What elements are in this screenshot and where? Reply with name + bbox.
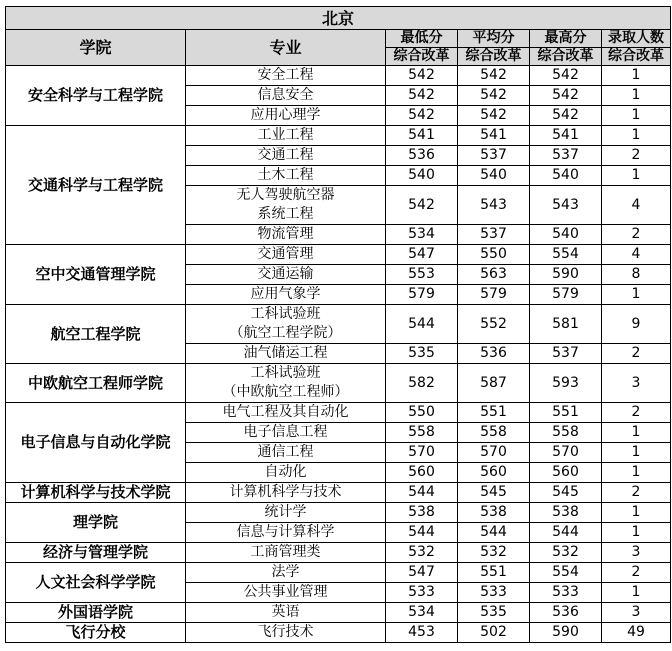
major-cell: 信息与计算科学 [186,523,386,543]
avg-score-cell: 538 [458,503,530,523]
enrolled-count-cell: 1 [602,166,671,186]
college-cell: 外国语学院 [6,603,186,623]
max-score-cell: 545 [530,483,602,503]
major-cell: 公共事业管理 [186,583,386,603]
min-score-cell: 547 [386,245,458,265]
major-cell: 工商管理类 [186,543,386,563]
enrolled-count-cell: 2 [602,344,671,364]
major-cell: 交通管理 [186,245,386,265]
enrolled-count-cell: 1 [602,583,671,603]
admission-score-table [5,6,671,643]
max-score-cell: 540 [530,225,602,245]
enrolled-count-cell: 1 [602,126,671,146]
major-cell: 工业工程 [186,126,386,146]
header-max-score: 最高分 [530,30,602,48]
college-cell: 理学院 [6,503,186,543]
major-cell: 电子信息工程 [186,423,386,443]
avg-score-cell: 551 [458,403,530,423]
min-score-cell: 544 [386,305,458,344]
major-cell [186,186,386,225]
min-score-cell: 570 [386,443,458,463]
min-score-cell: 544 [386,483,458,503]
min-score-cell: 538 [386,503,458,523]
college-cell: 空中交通管理学院 [6,245,186,305]
min-score-cell: 542 [386,86,458,106]
table-row [6,563,671,583]
avg-score-cell: 537 [458,225,530,245]
major-cell: 安全工程 [186,66,386,86]
enrolled-count-cell: 1 [602,86,671,106]
table-row [6,623,671,643]
avg-score-cell: 558 [458,423,530,443]
enrolled-count-cell: 1 [602,463,671,483]
enrolled-count-cell: 1 [602,66,671,86]
avg-score-cell: 563 [458,265,530,285]
min-score-cell: 544 [386,523,458,543]
major-line-2: 系统工程 [257,206,314,222]
major-cell: 计算机科学与技术 [186,483,386,503]
avg-score-cell: 543 [458,186,530,225]
college-cell: 交通科学与工程学院 [6,126,186,245]
min-score-cell: 542 [386,186,458,225]
avg-score-cell: 535 [458,603,530,623]
college-cell: 中欧航空工程师学院 [6,364,186,403]
table-row [6,364,671,403]
enrolled-count-cell: 1 [602,523,671,543]
major-cell: 法学 [186,563,386,583]
major-cell: 英语 [186,603,386,623]
max-score-cell: 533 [530,583,602,603]
avg-score-cell: 551 [458,563,530,583]
college-cell: 计算机科学与技术学院 [6,483,186,503]
table-row [6,483,671,503]
college-cell: 人文社会科学学院 [6,563,186,603]
min-score-cell: 536 [386,146,458,166]
min-score-cell: 579 [386,285,458,305]
enrolled-count-cell: 1 [602,503,671,523]
min-score-cell: 550 [386,403,458,423]
avg-score-cell: 537 [458,146,530,166]
max-score-cell: 579 [530,285,602,305]
major-cell: 物流管理 [186,225,386,245]
header-major: 专业 [186,30,386,66]
college-cell: 安全科学与工程学院 [6,66,186,126]
enrolled-count-cell: 4 [602,245,671,265]
avg-score-cell: 579 [458,285,530,305]
min-score-cell: 558 [386,423,458,443]
enrolled-count-cell: 1 [602,443,671,463]
major-cell: 统计学 [186,503,386,523]
table-row [6,403,671,423]
avg-score-cell: 544 [458,523,530,543]
enrolled-count-cell: 2 [602,225,671,245]
major-cell: 交通运输 [186,265,386,285]
major-line-1: 工科试验班 [250,365,321,381]
max-score-cell: 543 [530,186,602,225]
college-cell: 航空工程学院 [6,305,186,364]
enrolled-count-cell: 2 [602,483,671,503]
max-score-cell: 536 [530,603,602,623]
major-line-1: 无人驾驶航空器 [236,187,335,203]
enrolled-count-cell: 8 [602,265,671,285]
max-score-cell: 551 [530,403,602,423]
enrolled-count-cell: 2 [602,146,671,166]
avg-score-cell: 587 [458,364,530,403]
table-row [6,305,671,344]
major-line-2: （航空工程学院） [229,325,342,341]
min-score-cell: 453 [386,623,458,643]
enrolled-count-cell: 3 [602,543,671,563]
enrolled-count-cell: 4 [602,186,671,225]
header-college: 学院 [6,30,186,66]
max-score-cell: 532 [530,543,602,563]
avg-score-cell: 542 [458,66,530,86]
table-row [6,543,671,563]
enrolled-count-cell: 1 [602,423,671,443]
min-score-cell: 533 [386,583,458,603]
avg-score-cell: 570 [458,443,530,463]
enrolled-count-cell: 2 [602,403,671,423]
enrolled-count-cell: 3 [602,364,671,403]
enrolled-count-cell: 2 [602,563,671,583]
min-score-cell: 534 [386,225,458,245]
min-score-cell: 541 [386,126,458,146]
max-score-cell: 537 [530,146,602,166]
major-line-1: 工科试验班 [250,306,321,322]
enrolled-count-cell: 3 [602,603,671,623]
major-cell: 自动化 [186,463,386,483]
table-row [6,245,671,265]
header-enrolled: 录取人数 [602,30,671,48]
max-score-cell: 544 [530,523,602,543]
major-cell: 信息安全 [186,86,386,106]
min-score-cell: 542 [386,66,458,86]
max-score-cell: 554 [530,563,602,583]
major-cell [186,364,386,403]
max-score-cell: 542 [530,66,602,86]
max-score-cell: 581 [530,305,602,344]
enrolled-count-cell: 1 [602,285,671,305]
major-cell: 交通工程 [186,146,386,166]
max-score-cell: 558 [530,423,602,443]
max-score-cell: 593 [530,364,602,403]
enrolled-count-cell: 1 [602,106,671,126]
enrolled-count-cell: 9 [602,305,671,344]
max-score-cell: 542 [530,86,602,106]
score-table-container [5,6,671,643]
max-score-cell: 570 [530,443,602,463]
min-score-cell: 535 [386,344,458,364]
min-score-cell: 582 [386,364,458,403]
major-cell: 飞行技术 [186,623,386,643]
avg-score-cell: 536 [458,344,530,364]
major-cell: 电气工程及其自动化 [186,403,386,423]
avg-score-cell: 532 [458,543,530,563]
college-cell: 电子信息与自动化学院 [6,403,186,483]
table-row [6,126,671,146]
avg-score-cell: 542 [458,86,530,106]
header-min-score: 最低分 [386,30,458,48]
avg-score-cell: 502 [458,623,530,643]
min-score-cell: 534 [386,603,458,623]
header-sub-max: 综合改革 [530,48,602,66]
header-sub-min: 综合改革 [386,48,458,66]
avg-score-cell: 552 [458,305,530,344]
max-score-cell: 554 [530,245,602,265]
max-score-cell: 538 [530,503,602,523]
table-row [6,603,671,623]
avg-score-cell: 541 [458,126,530,146]
major-cell: 油气储运工程 [186,344,386,364]
avg-score-cell: 545 [458,483,530,503]
enrolled-count-cell: 49 [602,623,671,643]
major-line-2: （中欧航空工程师） [222,384,349,400]
max-score-cell: 541 [530,126,602,146]
max-score-cell: 560 [530,463,602,483]
major-cell [186,305,386,344]
min-score-cell: 540 [386,166,458,186]
max-score-cell: 540 [530,166,602,186]
major-cell: 通信工程 [186,443,386,463]
table-row [6,503,671,523]
min-score-cell: 542 [386,106,458,126]
major-cell: 应用气象学 [186,285,386,305]
max-score-cell: 590 [530,623,602,643]
min-score-cell: 547 [386,563,458,583]
major-cell: 土木工程 [186,166,386,186]
header-sub-enrolled: 综合改革 [602,48,671,66]
header-avg-score: 平均分 [458,30,530,48]
max-score-cell: 590 [530,265,602,285]
avg-score-cell: 550 [458,245,530,265]
min-score-cell: 553 [386,265,458,285]
min-score-cell: 532 [386,543,458,563]
avg-score-cell: 542 [458,106,530,126]
max-score-cell: 542 [530,106,602,126]
min-score-cell: 560 [386,463,458,483]
college-cell: 飞行分校 [6,623,186,643]
college-cell: 经济与管理学院 [6,543,186,563]
major-cell: 应用心理学 [186,106,386,126]
header-sub-avg: 综合改革 [458,48,530,66]
table-title: 北京 [6,7,671,30]
table-row [6,66,671,86]
avg-score-cell: 540 [458,166,530,186]
avg-score-cell: 533 [458,583,530,603]
max-score-cell: 537 [530,344,602,364]
avg-score-cell: 560 [458,463,530,483]
